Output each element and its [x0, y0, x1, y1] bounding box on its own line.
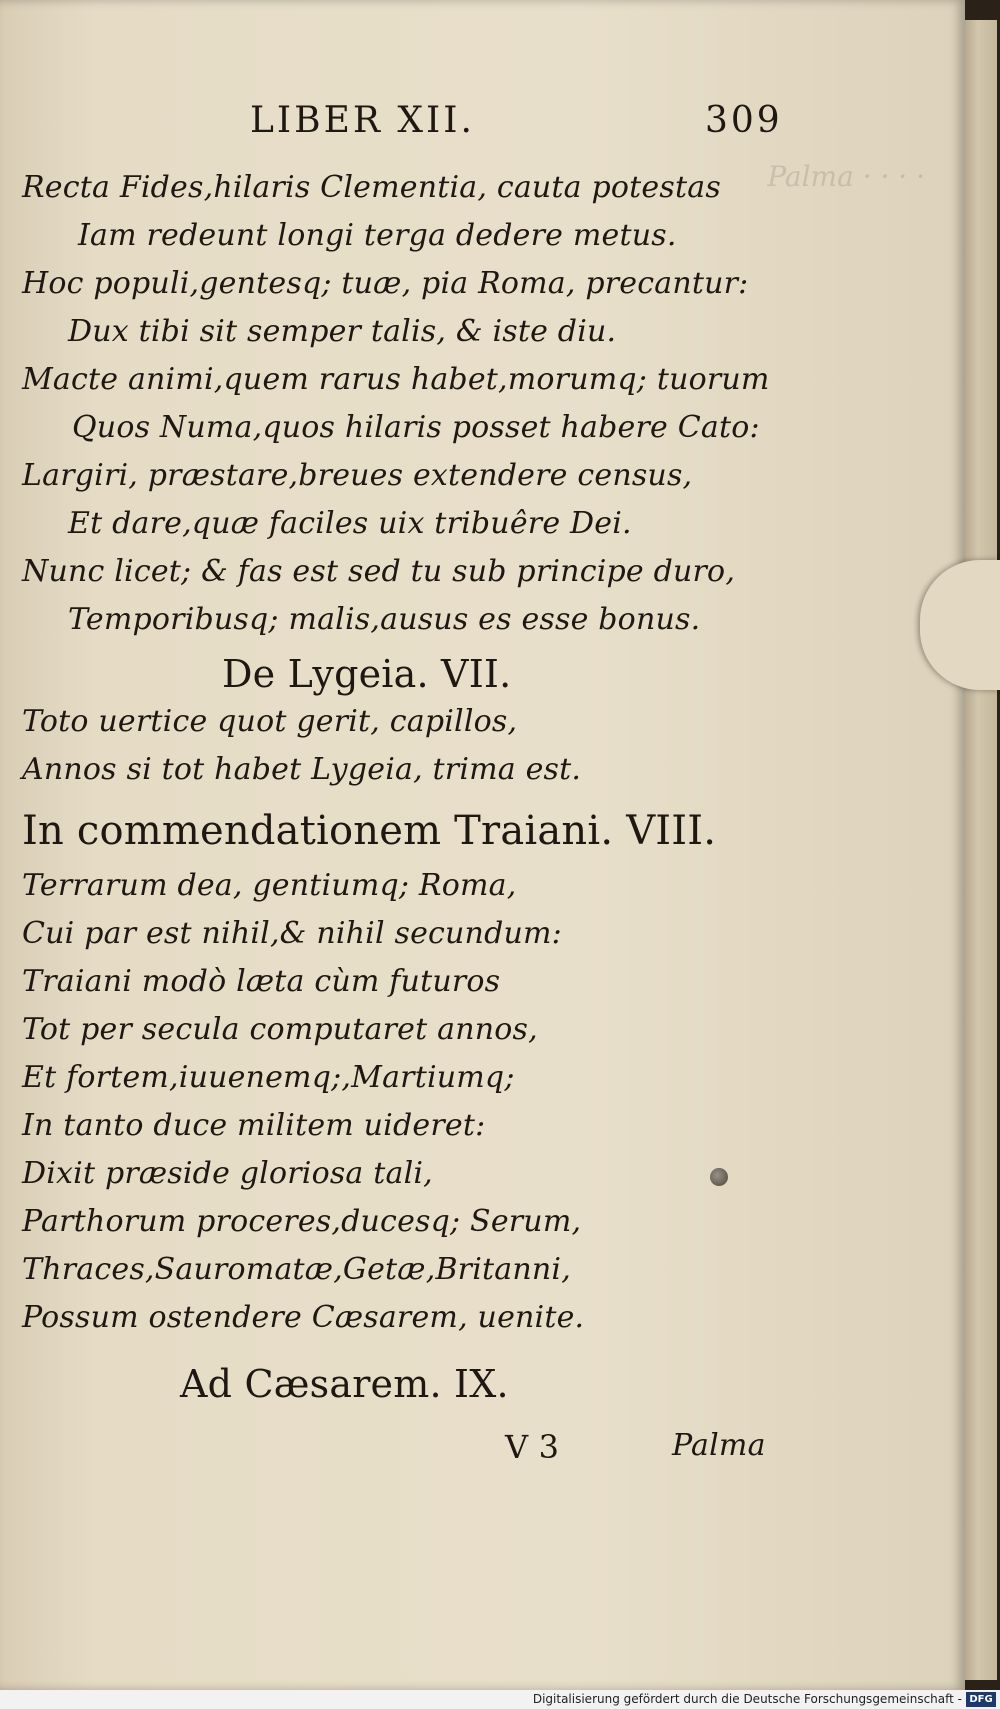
verse-line: Cui par est nihil,& nihil secundum: — [22, 916, 562, 951]
verse-line: Terrarum dea, gentiumq; Roma, — [22, 868, 517, 903]
epigram-title-ix: Ad Cæsarem. IX. — [180, 1362, 509, 1406]
verse-line: Macte animi,quem rarus habet,morumq; tuorum — [22, 362, 770, 397]
verse-line: Annos si tot habet Lygeia, trima est. — [22, 752, 582, 787]
verse-line: Nunc licet; & fas est sed tu sub principe duro, — [22, 554, 736, 589]
verse-line: Possum ostendere Cæsarem, uenite. — [22, 1300, 585, 1335]
verse-line: Recta Fides,hilaris Clementia, cauta potestas — [22, 170, 721, 205]
verse-line: Parthorum proceres,ducesq; Serum, — [22, 1204, 582, 1239]
verse-line: Toto uertice quot gerit, capillos, — [22, 704, 518, 739]
facing-page-edge — [965, 20, 997, 1680]
verse-line: Traiani modò læta cùm futuros — [22, 964, 501, 999]
verse-line: In tanto duce militem uideret: — [22, 1108, 486, 1143]
digitization-footer: Digitalisierung gefördert durch die Deutsche Forschungsgemeinschaft - — [0, 1690, 1000, 1709]
dfg-logo: DFG — [966, 1692, 996, 1707]
verse-line: Et fortem,iuuenemq;,Martiumq; — [22, 1060, 515, 1095]
verse-line: Thraces,Sauromatæ,Getæ,Britanni, — [22, 1252, 571, 1287]
signature-mark: V 3 — [505, 1428, 560, 1466]
verse-line: Dixit præside gloriosa tali, — [22, 1156, 433, 1191]
verse-line: Et dare,quæ faciles uix tribuêre Dei. — [68, 506, 632, 541]
verse-line: Tot per secula computaret annos, — [22, 1012, 538, 1047]
verse-line: Temporibusq; malis,ausus es esse bonus. — [68, 602, 701, 637]
verse-line: Quos Numa,quos hilaris posset habere Cato: — [72, 410, 760, 445]
catchword: Palma — [672, 1428, 766, 1463]
pin-hole — [710, 1168, 728, 1186]
verse-line: Largiri, præstare,breues extendere census, — [22, 458, 693, 493]
verse-line: Hoc populi,gentesq; tuæ, pia Roma, precantur: — [22, 266, 749, 301]
running-head: LIBER XII. — [250, 100, 475, 141]
epigram-title-viii: In commendationem Traiani. VIII. — [22, 808, 717, 854]
verse-line: Dux tibi sit semper talis, & iste diu. — [68, 314, 617, 349]
show-through-text: Palma · · · · — [767, 160, 925, 193]
verse-line: Iam redeunt longi terga dedere metus. — [78, 218, 677, 253]
page-number: 309 — [705, 100, 783, 141]
epigram-title-vii: De Lygeia. VII. — [222, 652, 512, 696]
